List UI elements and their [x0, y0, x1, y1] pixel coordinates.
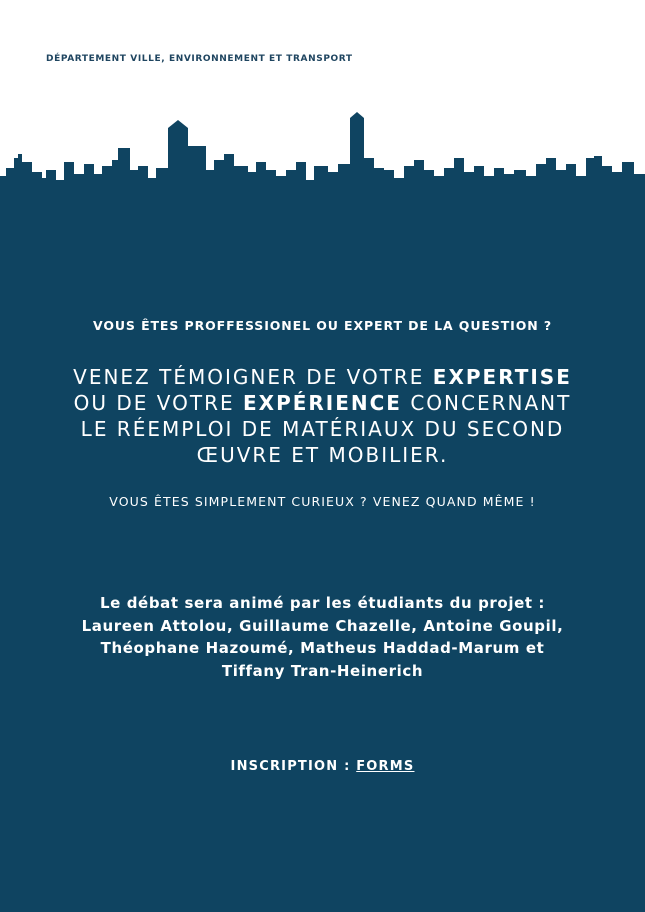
debate-line-3: Théophane Hazoumé, Matheus Haddad-Marum et	[100, 639, 545, 657]
headline-line-1	[0, 364, 645, 390]
headline-line-2	[0, 390, 645, 416]
headline	[0, 364, 645, 468]
inscription	[0, 759, 645, 774]
forms-link[interactable]: FORMS	[356, 759, 415, 774]
headline-emphasis-expertise: EXPERTISE	[432, 365, 572, 389]
headline-line-3: LE RÉEMPLOI DE MATÉRIAUX DU SECOND	[80, 417, 565, 441]
debate-line-4: Tiffany Tran-Heinerich	[221, 661, 424, 680]
headline-emphasis-experience: EXPÉRIENCE	[242, 391, 402, 415]
question-professional: VOUS ÊTES PROFFESSIONEL OU EXPERT DE LA QUESTION ?	[92, 318, 552, 333]
inscription-label: INSCRIPTION :	[230, 759, 357, 774]
headline-line-4: ŒUVRE ET MOBILIER.	[196, 443, 449, 467]
headline-text: VENEZ TÉMOIGNER DE VOTRE	[73, 365, 433, 389]
headline-text: OU DE VOTRE	[73, 391, 243, 415]
debate-line-1: Le débat sera animé par les étudiants du projet :	[99, 594, 546, 612]
department-heading: DÉPARTEMENT VILLE, ENVIRONNEMENT ET TRANSPORT	[46, 54, 353, 64]
headline-text: CONCERNANT	[401, 391, 572, 415]
question-curious: VOUS ÊTES SIMPLEMENT CURIEUX ? VENEZ QUAND MÊME !	[109, 494, 536, 509]
main-panel	[0, 196, 645, 912]
debate-organizers	[0, 592, 645, 682]
city-skyline-illustration	[0, 110, 645, 200]
debate-line-2: Laureen Attolou, Guillaume Chazelle, Antoine Goupil,	[81, 616, 564, 635]
